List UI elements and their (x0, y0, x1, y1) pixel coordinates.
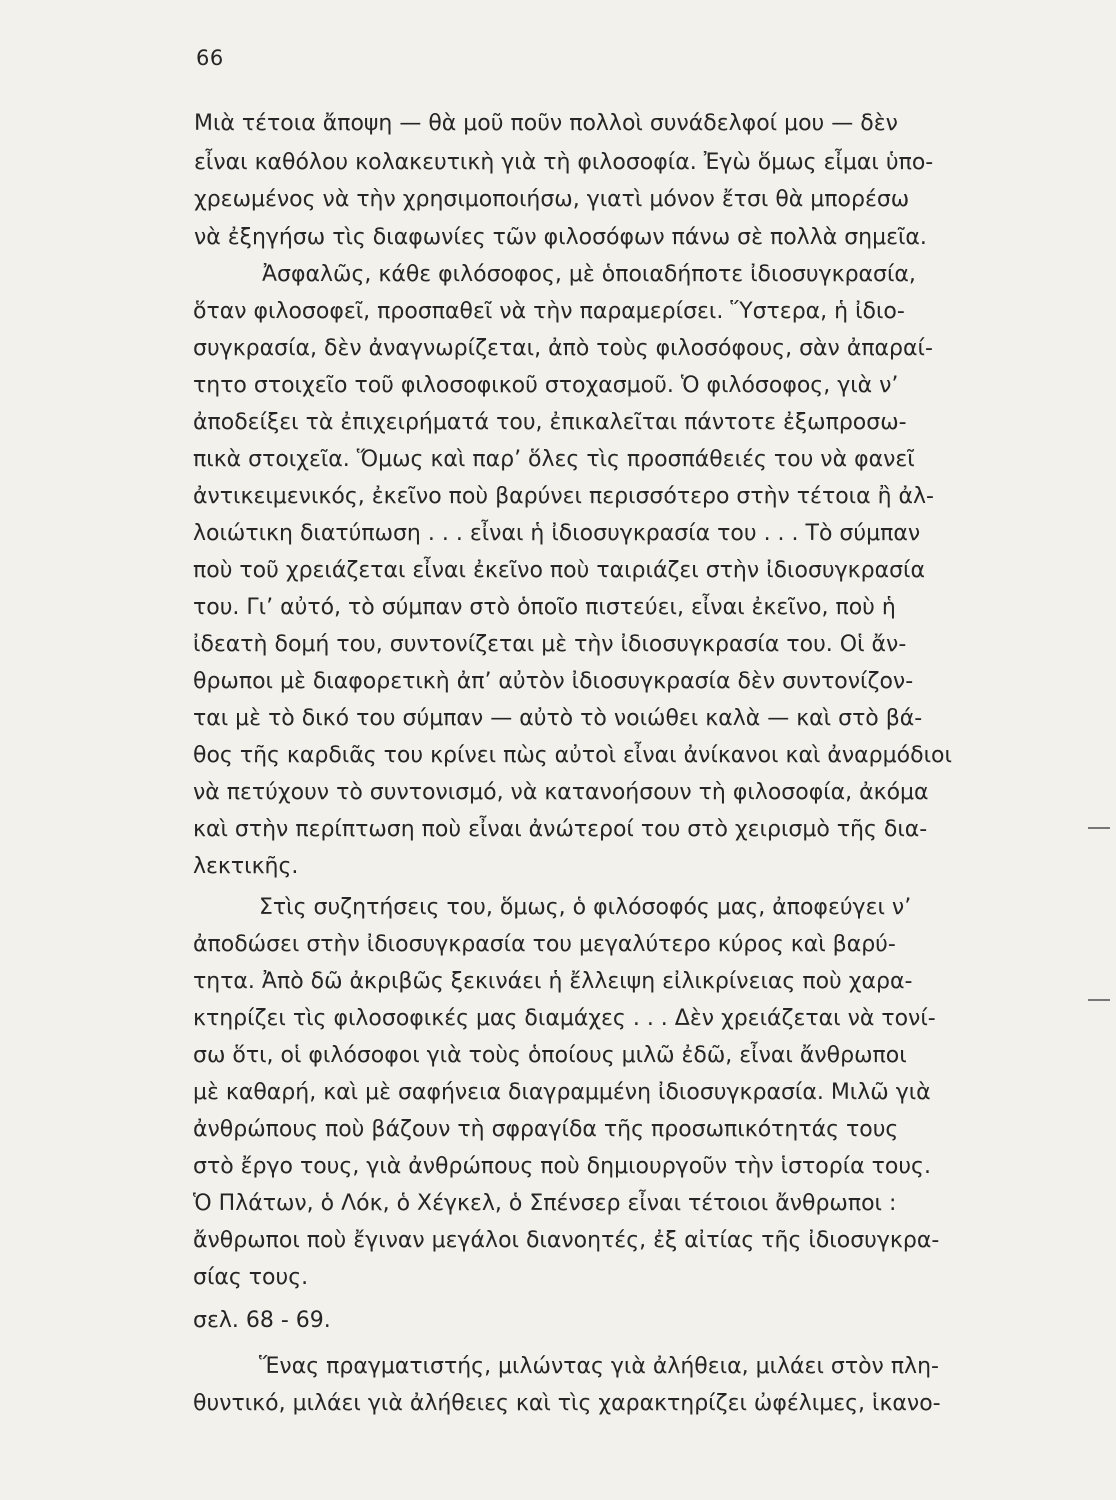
text-line: του. Γι’ αὐτό, τὸ σύμπαν στὸ ὁποῖο πιστεύει, εἶναι ἐκεῖνο, ποὺ ἡ (193, 595, 896, 620)
text-line: συγκρασία, δὲν ἀναγνωρίζεται, ἀπὸ τοὺς φιλοσόφους, σὰν ἀπαραί- (193, 336, 933, 361)
text-line: τητα. Ἀπὸ δῶ ἀκριβῶς ξεκινάει ἡ ἔλλειψη εἰλικρίνειας ποὺ χαρα- (193, 969, 913, 994)
text-line: λοιώτικη διατύπωση . . . εἶναι ἡ ἰδιοσυγκρασία του . . . Τὸ σύμπαν (193, 521, 921, 546)
text-line: σίας τους. (193, 1265, 309, 1290)
text-line: Ὁ Πλάτων, ὁ Λόκ, ὁ Χέγκελ, ὁ Σπένσερ εἶναι τέτοιοι ἄνθρωποι : (193, 1191, 897, 1216)
text-line: ὅταν φιλοσοφεῖ, προσπαθεῖ νὰ τὴν παραμερίσει. Ὕστερα, ἡ ἰδιο- (193, 299, 905, 324)
text-line: νὰ πετύχουν τὸ συντονισμό, νὰ κατανοήσουν τὴ φιλοσοφία, ἀκόμα (193, 780, 929, 805)
text-line: Ἕνας πραγματιστής, μιλώντας γιὰ ἀλήθεια, μιλάει στὸν πλη- (259, 1354, 939, 1379)
text-line: ἰδεατὴ δομή του, συντονίζεται μὲ τὴν ἰδιοσυγκρασία του. Οἱ ἄν- (193, 632, 907, 657)
text-line: ποὺ τοῦ χρειάζεται εἶναι ἐκεῖνο ποὺ ταιριάζει στὴν ἰδιοσυγκρασία (193, 558, 925, 583)
text-line: ἀνθρώπους ποὺ βάζουν τὴ σφραγίδα τῆς προσωπικότητάς τους (193, 1117, 899, 1142)
scan-mark (1088, 827, 1110, 829)
text-line: θυντικό, μιλάει γιὰ ἀλήθειες καὶ τὶς χαρακτηρίζει ὠφέλιμες, ἱκανο- (193, 1391, 941, 1416)
text-line: Μιὰ τέτοια ἄποψη — θὰ μοῦ ποῦν πολλοὶ συνάδελφοί μου — δὲν (194, 111, 898, 136)
text-line: κτηρίζει τὶς φιλοσοφικές μας διαμάχες . . . Δὲν χρειάζεται νὰ τονί- (193, 1006, 936, 1031)
text-line: νὰ ἐξηγήσω τὶς διαφωνίες τῶν φιλοσόφων πάνω σὲ πολλὰ σημεῖα. (194, 225, 927, 250)
scan-mark (1088, 999, 1110, 1001)
text-line: ἀντικειμενικός, ἐκεῖνο ποὺ βαρύνει περισσότερο στὴν τέτοια ἢ ἀλ- (193, 484, 934, 509)
text-line: ἀποδώσει στὴν ἰδιοσυγκρασία του μεγαλύτερο κύρος καὶ βαρύ- (193, 932, 896, 957)
text-line: θος τῆς καρδιᾶς του κρίνει πὼς αὐτοὶ εἶναι ἀνίκανοι καὶ ἀναρμόδιοι (193, 743, 952, 768)
text-line: ἀποδείξει τὰ ἐπιχειρήματά του, ἐπικαλεῖται πάντοτε ἐξωπροσω- (193, 410, 907, 435)
page-number: 66 (196, 46, 224, 70)
text-line: πικὰ στοιχεῖα. Ὅμως καὶ παρ’ ὅλες τὶς προσπάθειές του νὰ φανεῖ (193, 447, 915, 472)
text-line: τητο στοιχεῖο τοῦ φιλοσοφικοῦ στοχασμοῦ. Ὁ φιλόσοφος, γιὰ ν’ (193, 373, 899, 398)
section-reference: σελ. 68 - 69. (193, 1308, 331, 1333)
text-line: καὶ στὴν περίπτωση ποὺ εἶναι ἀνώτεροί του στὸ χειρισμὸ τῆς δια- (193, 817, 928, 842)
text-line: ται μὲ τὸ δικό του σύμπαν — αὐτὸ τὸ νοιώθει καλὰ — καὶ στὸ βά- (193, 706, 923, 731)
text-line: λεκτικῆς. (193, 854, 299, 879)
text-line: Ἀσφαλῶς, κάθε φιλόσοφος, μὲ ὁποιαδήποτε ἰδιοσυγκρασία, (262, 262, 916, 287)
text-line: εἶναι καθόλου κολακευτικὴ γιὰ τὴ φιλοσοφία. Ἐγὼ ὅμως εἶμαι ὑπο- (194, 150, 934, 175)
text-line: μὲ καθαρή, καὶ μὲ σαφήνεια διαγραμμένη ἰδιοσυγκρασία. Μιλῶ γιὰ (193, 1080, 931, 1105)
text-line: Στὶς συζητήσεις του, ὅμως, ὁ φιλόσοφός μας, ἀποφεύγει ν’ (259, 895, 912, 920)
text-line: ἄνθρωποι ποὺ ἔγιναν μεγάλοι διανοητές, ἐξ αἰτίας τῆς ἰδιοσυγκρα- (193, 1228, 940, 1253)
text-line: θρωποι μὲ διαφορετικὴ ἀπ’ αὐτὸν ἰδιοσυγκρασία δὲν συντονίζον- (193, 669, 914, 694)
text-line: στὸ ἔργο τους, γιὰ ἀνθρώπους ποὺ δημιουργοῦν τὴν ἱστορία τους. (193, 1154, 931, 1179)
text-line: σω ὅτι, οἱ φιλόσοφοι γιὰ τοὺς ὁποίους μιλῶ ἐδῶ, εἶναι ἄνθρωποι (193, 1043, 907, 1068)
text-line: χρεωμένος νὰ τὴν χρησιμοποιήσω, γιατὶ μόνον ἔτσι θὰ μπορέσω (194, 187, 910, 212)
